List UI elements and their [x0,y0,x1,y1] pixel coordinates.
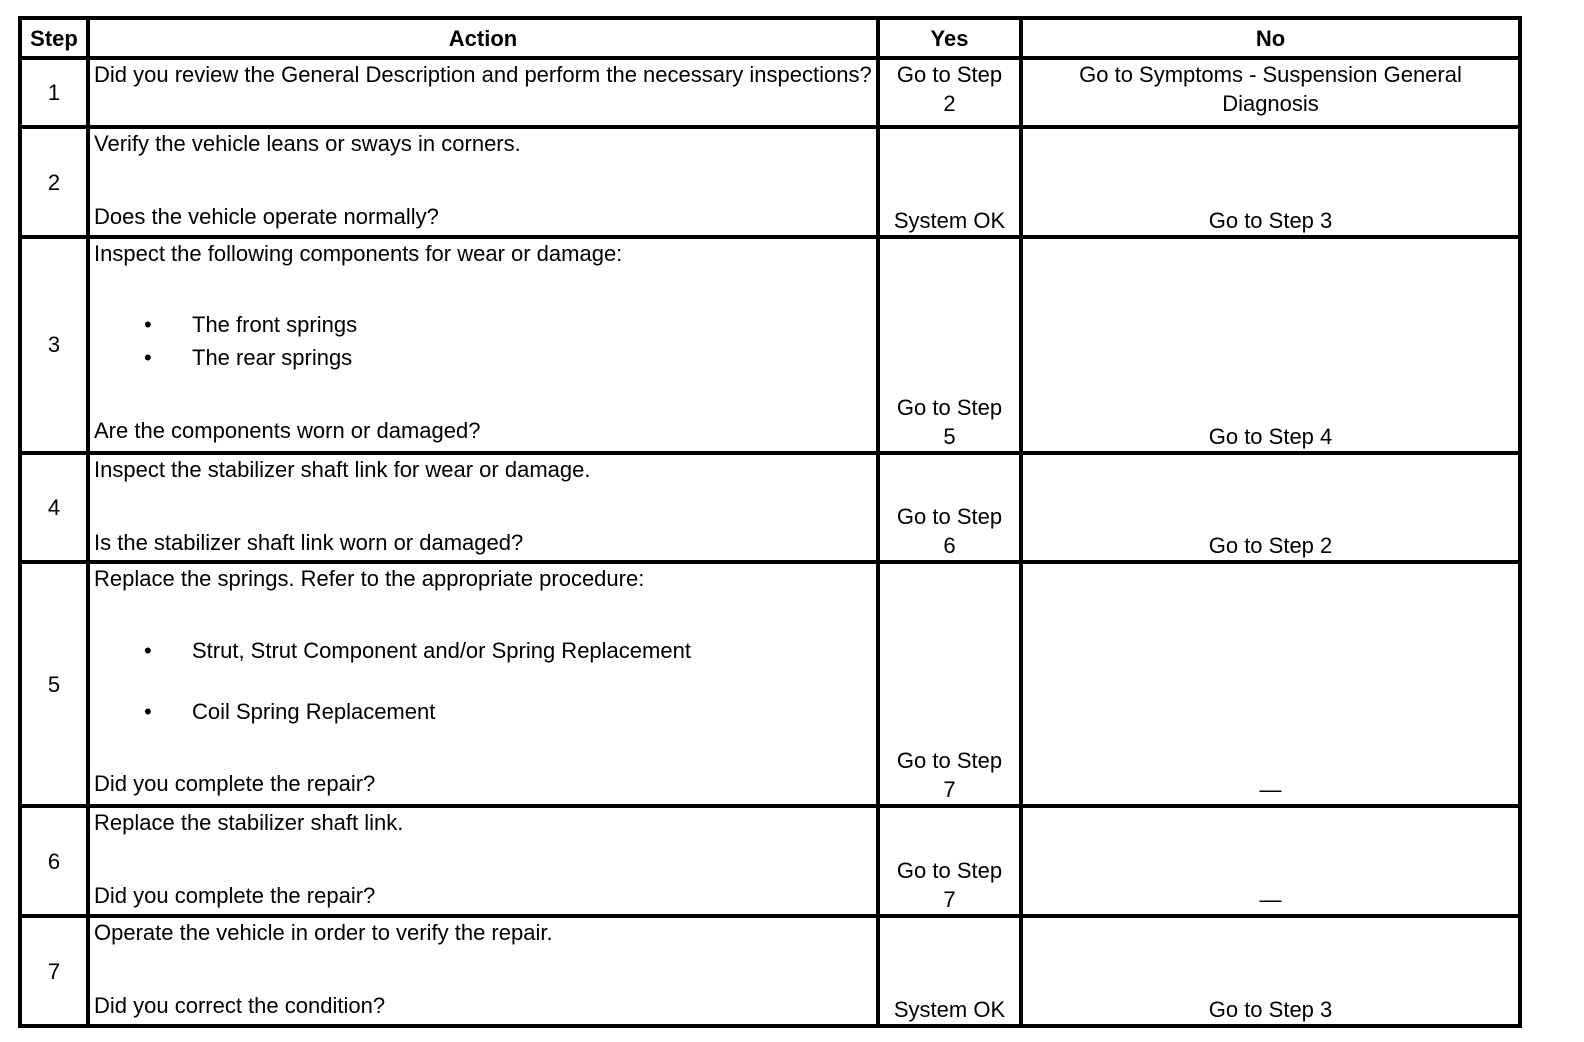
procedure-list [94,636,872,726]
no-cell [1021,453,1520,563]
question-text: Does the vehicle operate normally? [94,204,439,230]
question-text: Did you complete the repair? [94,771,376,797]
no-cell [1021,237,1520,453]
instruction-text: Inspect the stabilizer shaft link for wear or damage. [94,456,591,482]
action-cell [88,562,878,806]
yes-text: Go to Step [896,858,1003,884]
no-text: Diagnosis [1222,91,1319,116]
instruction-text: Replace the stabilizer shaft link. [94,810,404,836]
header-no: No [1021,18,1520,58]
action-cell [88,127,878,237]
yes-text: 5 [943,423,956,449]
yes-text: 6 [943,533,956,559]
yes-cell [878,916,1021,1026]
header-row [20,18,1520,58]
no-text: Go to Step 3 [1208,207,1333,233]
no-cell [1021,916,1520,1026]
yes-text: Go to Step [896,62,1003,87]
table-row [20,127,1520,237]
table-row [20,562,1520,806]
table-row [20,58,1520,127]
action-cell [88,58,878,127]
step-number: 4 [20,453,88,563]
list-item: • The front springs [94,310,872,339]
yes-cell [878,58,1021,127]
no-text: — [1259,887,1282,913]
question-text: Are the components worn or damaged? [94,417,481,443]
no-cell [1021,806,1520,916]
table-row [20,453,1520,563]
yes-text: 2 [943,91,956,116]
list-item: • Coil Spring Replacement [94,697,872,726]
diagnostic-table [18,16,1522,1028]
table-row [20,806,1520,916]
no-text: Go to Step 4 [1208,423,1333,449]
action-cell [88,453,878,563]
yes-text: System OK [893,997,1006,1022]
yes-text: Go to Step [896,748,1003,774]
header-step: Step [20,18,88,58]
question-text: Did you complete the repair? [94,883,376,909]
action-cell [88,916,878,1026]
no-text: Go to Symptoms - Suspension General [1079,62,1462,87]
step-number: 3 [20,237,88,453]
action-cell [88,237,878,453]
no-text: — [1259,777,1282,803]
no-text: Go to Step 2 [1208,533,1333,559]
component-list [94,310,872,372]
no-cell [1021,127,1520,237]
yes-text: 7 [943,777,956,803]
question-text: Did you correct the condition? [94,993,386,1019]
instruction-text: Replace the springs. Refer to the appropriate procedure: [94,566,645,592]
no-cell [1021,562,1520,806]
step-number: 2 [20,127,88,237]
no-cell [1021,58,1520,127]
step-number: 5 [20,562,88,806]
step-number: 1 [20,58,88,127]
yes-cell [878,237,1021,453]
no-text: Go to Step 3 [1208,997,1333,1022]
yes-cell [878,453,1021,563]
yes-cell [878,127,1021,237]
step-number: 7 [20,916,88,1026]
yes-cell [878,562,1021,806]
header-yes: Yes [878,18,1021,58]
step-number: 6 [20,806,88,916]
instruction-text: Inspect the following components for wear or damage: [94,240,623,266]
action-text: Did you review the General Description and perform the necessary inspections? [94,62,872,87]
yes-cell [878,806,1021,916]
header-action: Action [88,18,878,58]
list-item: • The rear springs [94,343,872,372]
table-row [20,237,1520,453]
yes-text: Go to Step [896,504,1003,530]
table-row [20,916,1520,1026]
instruction-text: Verify the vehicle leans or sways in corners. [94,131,521,157]
yes-text: System OK [893,207,1006,233]
instruction-text: Operate the vehicle in order to verify the repair. [94,920,553,946]
question-text: Is the stabilizer shaft link worn or damaged? [94,529,524,555]
yes-text: Go to Step [896,394,1003,420]
list-item: • Strut, Strut Component and/or Spring Replacement [94,636,872,665]
action-cell [88,806,878,916]
yes-text: 7 [943,887,956,913]
